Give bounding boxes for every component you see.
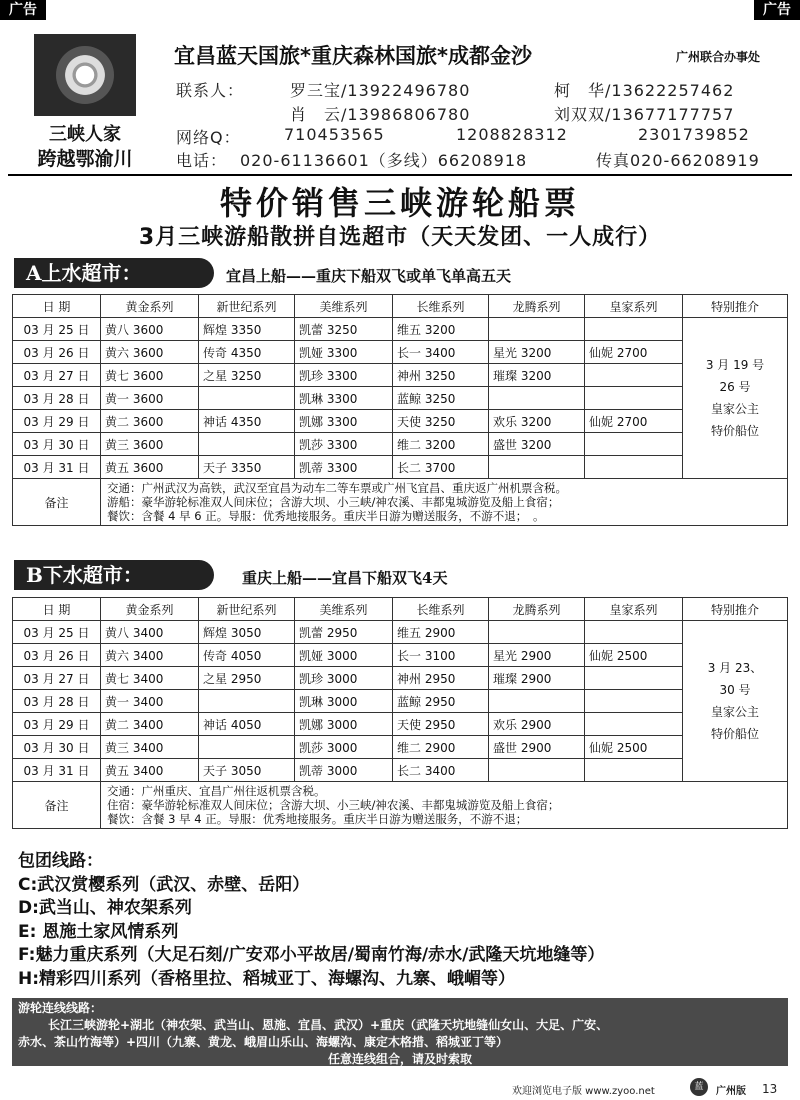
col-century: 新世纪系列 (199, 598, 295, 621)
cell: 之星 2950 (199, 667, 295, 690)
cell: 黄七 3400 (101, 667, 199, 690)
table-row (13, 736, 788, 759)
table-header (13, 295, 788, 318)
special-offer (683, 318, 788, 479)
contact-4: 刘双双/13677177757 (554, 105, 735, 124)
cell: 仙妮 2700 (585, 341, 683, 364)
cell: 欢乐 3200 (489, 410, 585, 433)
cell: 黄三 3600 (101, 433, 199, 456)
special-line: 皇家公主 (710, 705, 759, 719)
special-line: 30 号 (719, 683, 751, 697)
col-meiwei: 美维系列 (295, 598, 393, 621)
phone-label: 电话： (176, 151, 228, 170)
col-century: 新世纪系列 (199, 295, 295, 318)
cruise-line: 长江三峡游轮+湖北（神农架、武当山、恩施、宜昌、武汉）+重庆（武隆天坑地缝仙女山、大足、广安、 (48, 1018, 609, 1032)
cell: 璀璨 3200 (489, 364, 585, 387)
table-row (13, 621, 788, 644)
cell: 黄八 3400 (101, 621, 199, 644)
col-longteng: 龙腾系列 (489, 598, 585, 621)
cell-date: 03 月 28 日 (13, 690, 101, 713)
cell (489, 318, 585, 341)
cell: 凯莎 3300 (295, 433, 393, 456)
col-gold: 黄金系列 (101, 598, 199, 621)
cell: 凯蕾 2950 (295, 621, 393, 644)
col-longteng: 龙腾系列 (489, 295, 585, 318)
cell: 凯蒂 3000 (295, 759, 393, 782)
special-line: 26 号 (719, 380, 751, 394)
cell (199, 690, 295, 713)
table-row (13, 387, 788, 410)
cell (489, 759, 585, 782)
table-row (13, 318, 788, 341)
special-line: 3 月 23、 (707, 661, 763, 675)
cell: 黄七 3600 (101, 364, 199, 387)
cell: 黄六 3600 (101, 341, 199, 364)
cell-date: 03 月 29 日 (13, 713, 101, 736)
note-line: 餐饮：含餐 4 早 6 正。导服：优秀地接服务。重庆半日游为赠送服务，不游不退； 。 (107, 509, 545, 523)
cell: 凯珍 3300 (295, 364, 393, 387)
cell-date: 03 月 27 日 (13, 667, 101, 690)
col-date: 日 期 (13, 598, 101, 621)
ad-label-left: 广告 (0, 0, 46, 20)
cell: 神州 3250 (393, 364, 489, 387)
cell-date: 03 月 29 日 (13, 410, 101, 433)
cell: 黄五 3600 (101, 456, 199, 479)
package-heading: 包团线路： (18, 851, 103, 871)
cell: 黄三 3400 (101, 736, 199, 759)
cell (489, 690, 585, 713)
phone-row (176, 148, 788, 170)
cell: 蓝鲸 2950 (393, 690, 489, 713)
phone-number: 020-61136601（多线）66208918 (240, 151, 528, 170)
cell: 长一 3400 (393, 341, 489, 364)
cruise-heading: 游轮连线线路： (18, 1001, 103, 1015)
table-row (13, 456, 788, 479)
special-line: 特价船位 (710, 727, 759, 741)
cell: 盛世 2900 (489, 736, 585, 759)
special-offer (683, 621, 788, 782)
col-date: 日 期 (13, 295, 101, 318)
col-royal: 皇家系列 (585, 295, 683, 318)
note-line: 餐饮：含餐 3 早 4 正。导服：优秀地接服务。重庆半日游为赠送服务，不游不退； (107, 812, 528, 826)
cell (585, 318, 683, 341)
section-a-label: A上水超市： (14, 258, 214, 288)
fax-number: 传真020-66208919 (596, 151, 760, 170)
cell: 天子 3350 (199, 456, 295, 479)
agency-names: 宜昌蓝天国旅*重庆森林国旅*成都金沙 (174, 44, 532, 68)
cell (585, 667, 683, 690)
cell: 维二 3200 (393, 433, 489, 456)
cell: 欢乐 2900 (489, 713, 585, 736)
cell: 凯蒂 3300 (295, 456, 393, 479)
cell: 黄二 3400 (101, 713, 199, 736)
cell-date: 03 月 30 日 (13, 736, 101, 759)
flower-icon (56, 46, 114, 104)
package-routes (18, 850, 604, 991)
office-name: 广州联合办事处 (676, 50, 761, 64)
cell: 凯珍 3000 (295, 667, 393, 690)
cell: 璀璨 2900 (489, 667, 585, 690)
cell: 黄一 3600 (101, 387, 199, 410)
cell (585, 433, 683, 456)
cell: 辉煌 3050 (199, 621, 295, 644)
cell: 凯娅 3000 (295, 644, 393, 667)
cruise-line: 赤水、茶山竹海等）+四川（九寨、黄龙、峨眉山乐山、海螺沟、康定木格措、稻城亚丁等） (18, 1035, 509, 1049)
contact-2: 柯 华/13622257462 (554, 81, 735, 100)
cell (585, 713, 683, 736)
logo (26, 34, 144, 170)
cell (199, 736, 295, 759)
cell: 黄八 3600 (101, 318, 199, 341)
cell: 凯琳 3300 (295, 387, 393, 410)
col-gold: 黄金系列 (101, 295, 199, 318)
page-number: 13 (762, 1082, 778, 1096)
cruise-routes (12, 998, 788, 1066)
cell: 仙妮 2500 (585, 644, 683, 667)
col-royal: 皇家系列 (585, 598, 683, 621)
cell: 维二 2900 (393, 736, 489, 759)
cell (489, 621, 585, 644)
cell: 仙妮 2700 (585, 410, 683, 433)
cell-date: 03 月 25 日 (13, 318, 101, 341)
cell: 凯莎 3000 (295, 736, 393, 759)
package-item: D:武当山、神农架系列 (18, 898, 192, 918)
table-row (13, 644, 788, 667)
cell: 天子 3050 (199, 759, 295, 782)
cell (585, 387, 683, 410)
cell-date: 03 月 27 日 (13, 364, 101, 387)
notes-text (101, 479, 788, 526)
cell: 神话 4350 (199, 410, 295, 433)
section-b-route: 重庆上船——宜昌下船双飞4天 (242, 569, 448, 587)
cell: 黄六 3400 (101, 644, 199, 667)
cell: 长一 3100 (393, 644, 489, 667)
logo-photo (34, 34, 136, 116)
notes-text (101, 782, 788, 829)
qq-2: 1208828312 (456, 125, 568, 144)
header-divider (8, 174, 792, 176)
special-line: 特价船位 (710, 424, 759, 438)
cell: 星光 2900 (489, 644, 585, 667)
cell-date: 03 月 31 日 (13, 456, 101, 479)
cell: 黄一 3400 (101, 690, 199, 713)
cell (199, 433, 295, 456)
logo-line1: 三峡人家 (49, 124, 121, 145)
note-line: 住宿：豪华游轮标准双人间床位；含游大坝、小三峡/神农溪、丰都鬼城游览及船上食宿； (107, 798, 560, 812)
cell: 维五 2900 (393, 621, 489, 644)
cell-date: 03 月 26 日 (13, 644, 101, 667)
cell-date: 03 月 31 日 (13, 759, 101, 782)
page-subtitle: 3月三峡游船散拼自选超市（天天发团、一人成行） (138, 225, 662, 250)
cell: 传奇 4350 (199, 341, 295, 364)
cell-date: 03 月 26 日 (13, 341, 101, 364)
footer-seal: 蓝 (690, 1078, 708, 1096)
cell: 长二 3400 (393, 759, 489, 782)
table-row (13, 364, 788, 387)
cell: 天使 3250 (393, 410, 489, 433)
cell: 长二 3700 (393, 456, 489, 479)
cell (585, 759, 683, 782)
qq-row (176, 125, 788, 147)
cell: 黄二 3600 (101, 410, 199, 433)
qq-3: 2301739852 (638, 125, 750, 144)
section-b-label: B下水超市： (14, 560, 214, 590)
notes-row (13, 782, 788, 829)
cell-date: 03 月 28 日 (13, 387, 101, 410)
contact-row-1 (176, 78, 788, 100)
cell (585, 621, 683, 644)
cell: 黄五 3400 (101, 759, 199, 782)
cell (489, 456, 585, 479)
cell: 凯娜 3300 (295, 410, 393, 433)
section-a-route: 宜昌上船——重庆下船双飞或单飞单高五天 (226, 267, 512, 285)
table-row (13, 690, 788, 713)
cell: 盛世 3200 (489, 433, 585, 456)
notes-label: 备注 (13, 782, 101, 829)
footer-welcome: 欢迎浏览电子版 www.zyoo.net (512, 1086, 655, 1097)
note-line: 交通：广州武汉为高铁，武汉至宜昌为动车二等车票或广州飞宜昌、重庆返广州机票含税。 (107, 481, 567, 495)
contact-row-2 (176, 102, 788, 124)
cell (199, 387, 295, 410)
package-item: E: 恩施土家风情系列 (18, 921, 179, 942)
package-item: C:武汉赏樱系列（武汉、赤壁、岳阳） (18, 874, 310, 895)
logo-line2: 跨越鄂渝川 (37, 148, 133, 170)
cell: 之星 3250 (199, 364, 295, 387)
table-row (13, 667, 788, 690)
cell: 仙妮 2500 (585, 736, 683, 759)
note-line: 游船：豪华游轮标准双人间床位；含游大坝、小三峡/神农溪、丰都鬼城游览及船上食宿； (107, 495, 560, 509)
contact-3: 肖 云/13986806780 (290, 105, 471, 124)
cruise-line: 任意连线组合，请及时索取 (327, 1052, 472, 1066)
col-changwei: 长维系列 (393, 598, 489, 621)
notes-label: 备注 (13, 479, 101, 526)
cell: 维五 3200 (393, 318, 489, 341)
section-b-table (12, 597, 788, 829)
col-special: 特别推介 (683, 295, 788, 318)
cell: 蓝鲸 3250 (393, 387, 489, 410)
cell: 天使 2950 (393, 713, 489, 736)
note-line: 交通：广州重庆、宜昌广州往返机票含税。 (107, 784, 326, 798)
qq-1: 710453565 (284, 125, 385, 144)
cell: 传奇 4050 (199, 644, 295, 667)
page-title: 特价销售三峡游轮船票 (219, 184, 580, 222)
contact-1: 罗三宝/13922496780 (290, 81, 471, 100)
cell: 凯娜 3000 (295, 713, 393, 736)
cell-date: 03 月 30 日 (13, 433, 101, 456)
notes-row (13, 479, 788, 526)
ad-label-right: 广告 (754, 0, 800, 20)
cell (489, 387, 585, 410)
cell: 神州 2950 (393, 667, 489, 690)
contact-label: 联系人： (176, 81, 245, 100)
package-item: H:精彩四川系列（香格里拉、稻城亚丁、海螺沟、九寨、峨嵋等） (18, 968, 516, 989)
cell: 凯蕾 3250 (295, 318, 393, 341)
cell (585, 690, 683, 713)
special-line: 3 月 19 号 (705, 358, 765, 372)
package-item: F:魅力重庆系列（大足石刻/广安邓小平故居/蜀南竹海/赤水/武隆天坑地缝等） (18, 945, 605, 965)
special-line: 皇家公主 (710, 402, 759, 416)
table-row (13, 410, 788, 433)
section-a-table (12, 294, 788, 526)
cell-date: 03 月 25 日 (13, 621, 101, 644)
qq-label: 网络Q： (176, 128, 241, 147)
col-special: 特别推介 (683, 598, 788, 621)
cell: 星光 3200 (489, 341, 585, 364)
table-header (13, 598, 788, 621)
cell: 辉煌 3350 (199, 318, 295, 341)
footer-edition: 广州版 (716, 1086, 746, 1097)
cell (585, 364, 683, 387)
cell: 凯琳 3000 (295, 690, 393, 713)
col-changwei: 长维系列 (393, 295, 489, 318)
table-row (13, 341, 788, 364)
col-meiwei: 美维系列 (295, 295, 393, 318)
cell: 神话 4050 (199, 713, 295, 736)
table-row (13, 759, 788, 782)
table-row (13, 713, 788, 736)
table-row (13, 433, 788, 456)
cell (585, 456, 683, 479)
cell: 凯娅 3300 (295, 341, 393, 364)
